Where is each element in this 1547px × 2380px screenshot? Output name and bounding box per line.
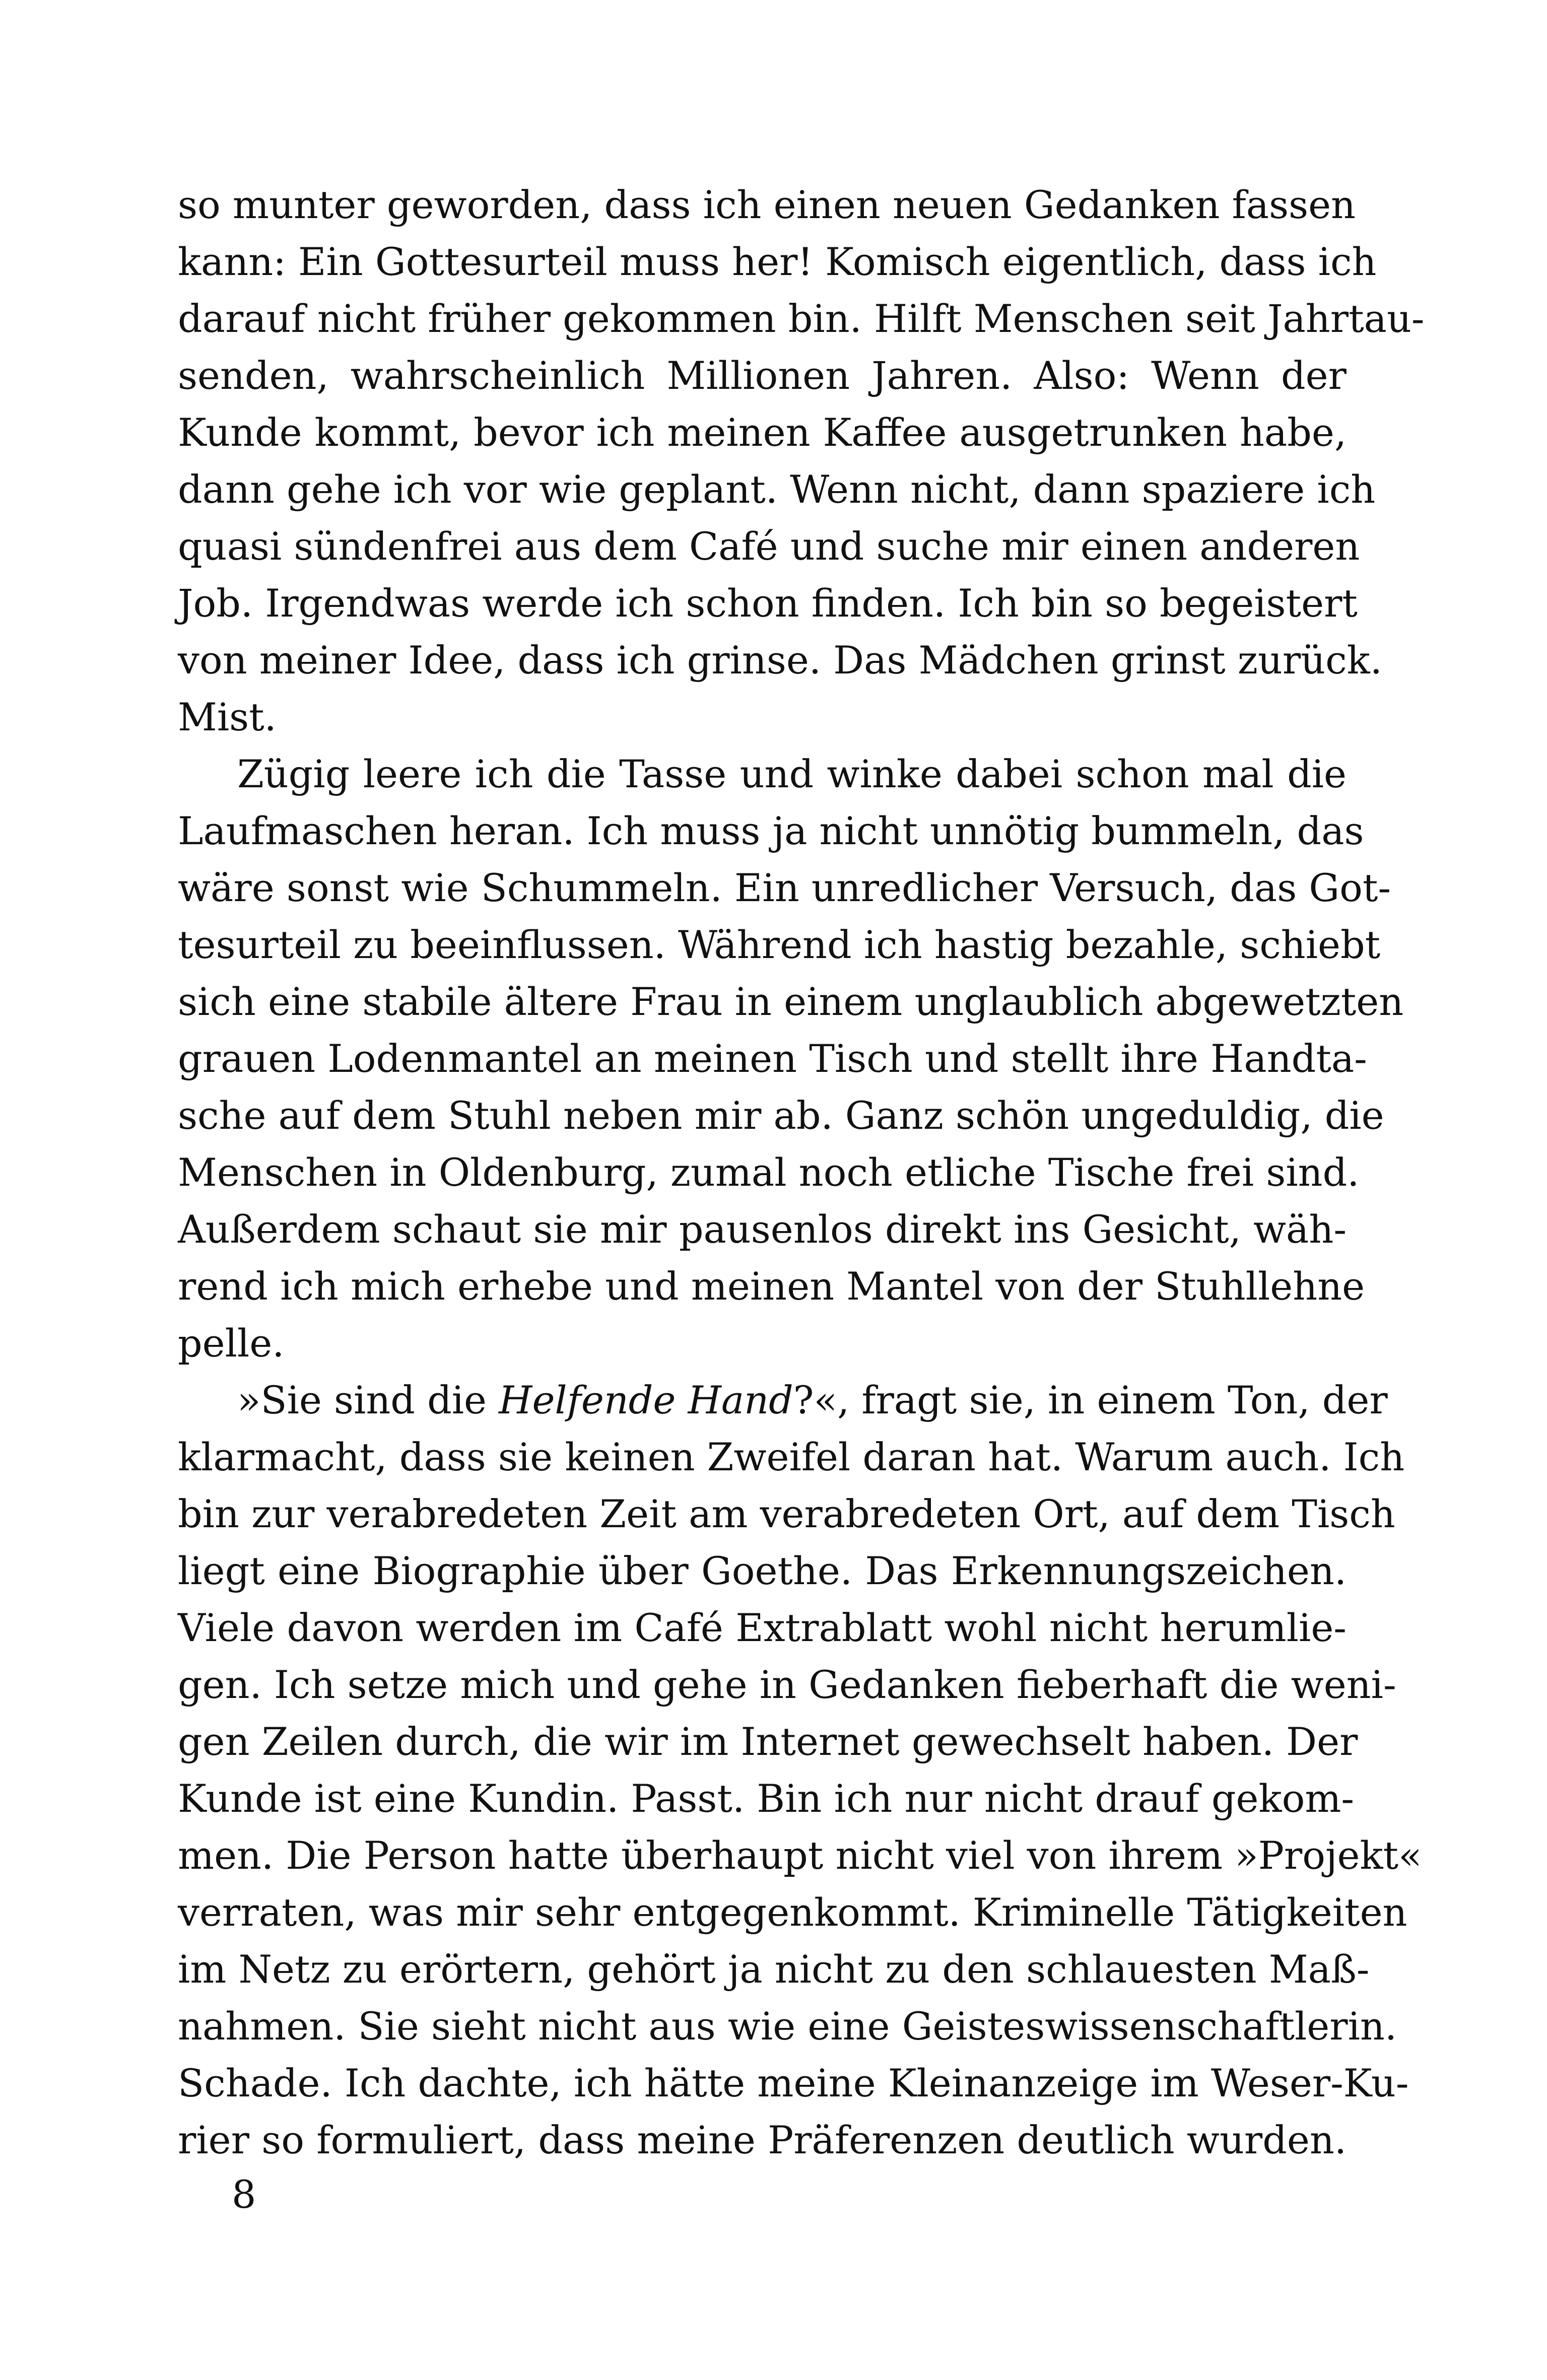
text-line: gen. Ich setze mich und gehe in Gedanken fieberhaft die weni- — [178, 1662, 1396, 1707]
text-line: Kunde ist eine Kundin. Passt. Bin ich nur nicht drauf gekom- — [178, 1776, 1355, 1821]
text-line: sche auf dem Stuhl neben mir ab. Ganz schön ungeduldig, die — [178, 1093, 1384, 1138]
text-line: im Netz zu erörtern, gehört ja nicht zu den schlauesten Maß- — [178, 1947, 1370, 1992]
text-line: Außerdem schaut sie mir pausenlos direkt ins Gesicht, wäh- — [178, 1207, 1347, 1252]
text-line: liegt eine Biographie über Goethe. Das Erkennungszeichen. — [178, 1548, 1347, 1593]
text-line: bin zur verabredeten Zeit am verabredeten Ort, auf dem Tisch — [178, 1491, 1395, 1536]
text-line — [178, 1372, 1388, 1429]
text-line: pelle. — [178, 1321, 285, 1366]
text-line: sich eine stabile ältere Frau in einem unglaublich abgewetzten — [178, 979, 1404, 1024]
text-line: so munter geworden, dass ich einen neuen Gedanken fassen — [178, 182, 1356, 227]
text-line: klarmacht, dass sie keinen Zweifel daran hat. Warum auch. Ich — [178, 1435, 1405, 1479]
text-line: von meiner Idee, dass ich grinse. Das Mädchen grinst zurück. — [178, 638, 1382, 683]
text-line: wäre sonst wie Schummeln. Ein unredlicher Versuch, das Got- — [178, 865, 1391, 910]
text-line: Job. Irgendwas werde ich schon finden. Ich bin so begeistert — [178, 581, 1358, 626]
text-line: Menschen in Oldenburg, zumal noch etliche Tische frei sind. — [178, 1150, 1360, 1195]
text-line: dann gehe ich vor wie geplant. Wenn nicht, dann spaziere ich — [178, 467, 1376, 512]
text-line: Mist. — [178, 695, 277, 739]
text-line: grauen Lodenmantel an meinen Tisch und stellt ihre Handta- — [178, 1036, 1367, 1081]
paragraph-2 — [178, 745, 1404, 1372]
quote-open-text: »Sie sind die — [237, 1378, 499, 1422]
text-line: senden, wahrscheinlich Millionen Jahren. Also: Wenn der — [178, 353, 1347, 398]
text-line: quasi sündenfrei aus dem Café und suche mir einen anderen — [178, 524, 1360, 569]
text-line: nahmen. Sie sieht nicht aus wie eine Geisteswissenschaftlerin. — [178, 2004, 1397, 2049]
quote-close-text: ?«, fragt sie, in einem Ton, der — [793, 1378, 1388, 1422]
text-line: Viele davon werden im Café Extrablatt wohl nicht herumlie- — [178, 1605, 1347, 1650]
text-line: rier so formuliert, dass meine Präferenzen deutlich wurden. — [178, 2118, 1347, 2162]
text-line: men. Die Person hatte überhaupt nicht viel von ihrem »Projekt« — [178, 1833, 1422, 1878]
paragraph-3 — [178, 1372, 1422, 2168]
italic-title: Helfende Hand — [499, 1378, 793, 1422]
text-line: gen Zeilen durch, die wir im Internet gewechselt haben. Der — [178, 1719, 1358, 1764]
paragraph-1 — [178, 176, 1425, 745]
text-line: Zügig leere ich die Tasse und winke dabei schon mal die — [237, 752, 1347, 796]
text-line: kann: Ein Gottesurteil muss her! Komisch eigentlich, dass ich — [178, 239, 1377, 284]
text-line: Laufmaschen heran. Ich muss ja nicht unnötig bummeln, das — [178, 808, 1364, 853]
text-line: tesurteil zu beeinflussen. Während ich hastig bezahle, schiebt — [178, 922, 1381, 967]
text-line: Kunde kommt, bevor ich meinen Kaffee ausgetrunken habe, — [178, 410, 1347, 455]
text-line: verraten, was mir sehr entgegenkommt. Kriminelle Tätigkeiten — [178, 1890, 1407, 1935]
body-text — [178, 176, 1425, 2168]
text-line: rend ich mich erhebe und meinen Mantel von der Stuhllehne — [178, 1264, 1365, 1309]
text-line: darauf nicht früher gekommen bin. Hilft Menschen seit Jahrtau- — [178, 296, 1425, 341]
text-line: Schade. Ich dachte, ich hätte meine Kleinanzeige im Weser-Ku- — [178, 2061, 1409, 2105]
page-number: 8 — [232, 2172, 256, 2217]
